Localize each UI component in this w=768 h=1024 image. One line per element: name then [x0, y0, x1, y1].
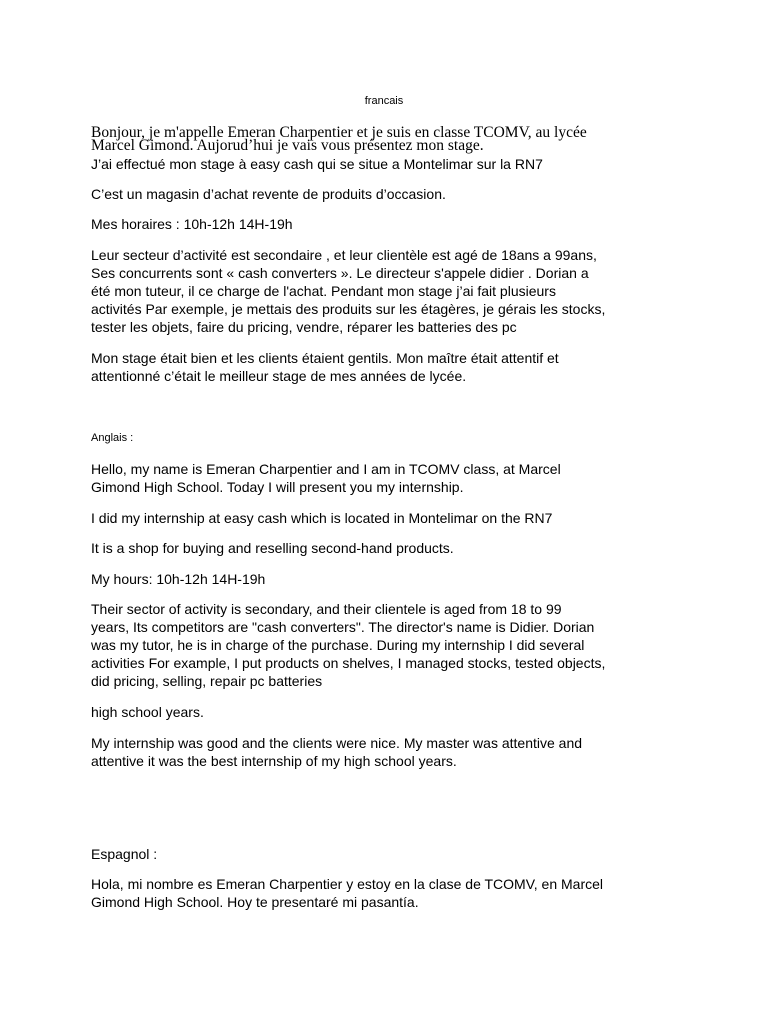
fr-hours-line: Mes horaires : 10h-12h 14H-19h [91, 216, 293, 232]
en-sector-line-1: Their sector of activity is secondary, and their clientele is aged from 18 to 99 [91, 601, 562, 617]
es-intro-line-2: Gimond High School. Hoy te presentaré mi pasantía. [91, 894, 419, 910]
fr-intro-line-2: Marcel Gimond. Aujorud’hui je vais vous présentez mon stage. [91, 137, 484, 154]
fr-intro-line-1: Bonjour, je m'appelle Emeran Charpentier et je suis en classe TCOMV, au lycée [91, 124, 587, 141]
fr-end-line-2: attentionné c’était le meilleur stage de mes années de lycée. [91, 368, 467, 384]
en-sector-line-4: activities For example, I put products on shelves, I managed stocks, tested objects, [91, 655, 606, 671]
en-sector-line-5: did pricing, selling, repair pc batteries [91, 673, 323, 689]
en-fragment-line: high school years. [91, 704, 204, 720]
fr-sector-line-1: Leur secteur d’activité est secondaire , et leur clientèle est agé de 18ans a 99ans, [91, 247, 597, 263]
fr-sector-line-2: Ses concurrents sont « cash converters ». Le directeur s'appele didier . Dorian a [91, 265, 589, 281]
es-heading: Espagnol : [91, 846, 158, 862]
en-heading: Anglais : [91, 432, 134, 444]
en-location-line: I did my internship at easy cash which is located in Montelimar on the RN7 [91, 510, 553, 526]
en-intro-line-1: Hello, my name is Emeran Charpentier and I am in TCOMV class, at Marcel [91, 461, 561, 477]
en-end-line-1: My internship was good and the clients were nice. My master was attentive and [91, 735, 583, 751]
fr-end-line-1: Mon stage était bien et les clients étaient gentils. Mon maître était attentif et [91, 350, 559, 366]
en-end-line-2: attentive it was the best internship of my high school years. [91, 753, 457, 769]
en-hours-line: My hours: 10h-12h 14H-19h [91, 571, 266, 587]
en-shop-line: It is a shop for buying and reselling second-hand products. [91, 540, 454, 556]
fr-sector-line-5: tester les objets, faire du pricing, vendre, réparer les batteries des pc [91, 319, 517, 335]
es-intro-line-1: Hola, mi nombre es Emeran Charpentier y estoy en la clase de TCOMV, en Marcel [91, 876, 604, 892]
fr-shop-line: C’est un magasin d’achat revente de produits d’occasion. [91, 186, 446, 202]
fr-sector-line-3: été mon tuteur, il ce charge de l'achat. Pendant mon stage j’ai fait plusieurs [91, 283, 556, 299]
en-sector-line-2: years, Its competitors are "cash converters". The director's name is Didier. Dorian [91, 619, 595, 635]
fr-sector-line-4: activités Par exemple, je mettais des produits sur les étagères, je gérais les stocks, [91, 301, 606, 317]
page-title: francais [364, 95, 404, 107]
fr-intro-line-3: J’ai effectué mon stage à easy cash qui se situe a Montelimar sur la RN7 [91, 156, 543, 172]
en-sector-line-3: was my tutor, he is in charge of the purchase. During my internship I did several [91, 637, 585, 653]
en-intro-line-2: Gimond High School. Today I will present you my internship. [91, 479, 464, 495]
